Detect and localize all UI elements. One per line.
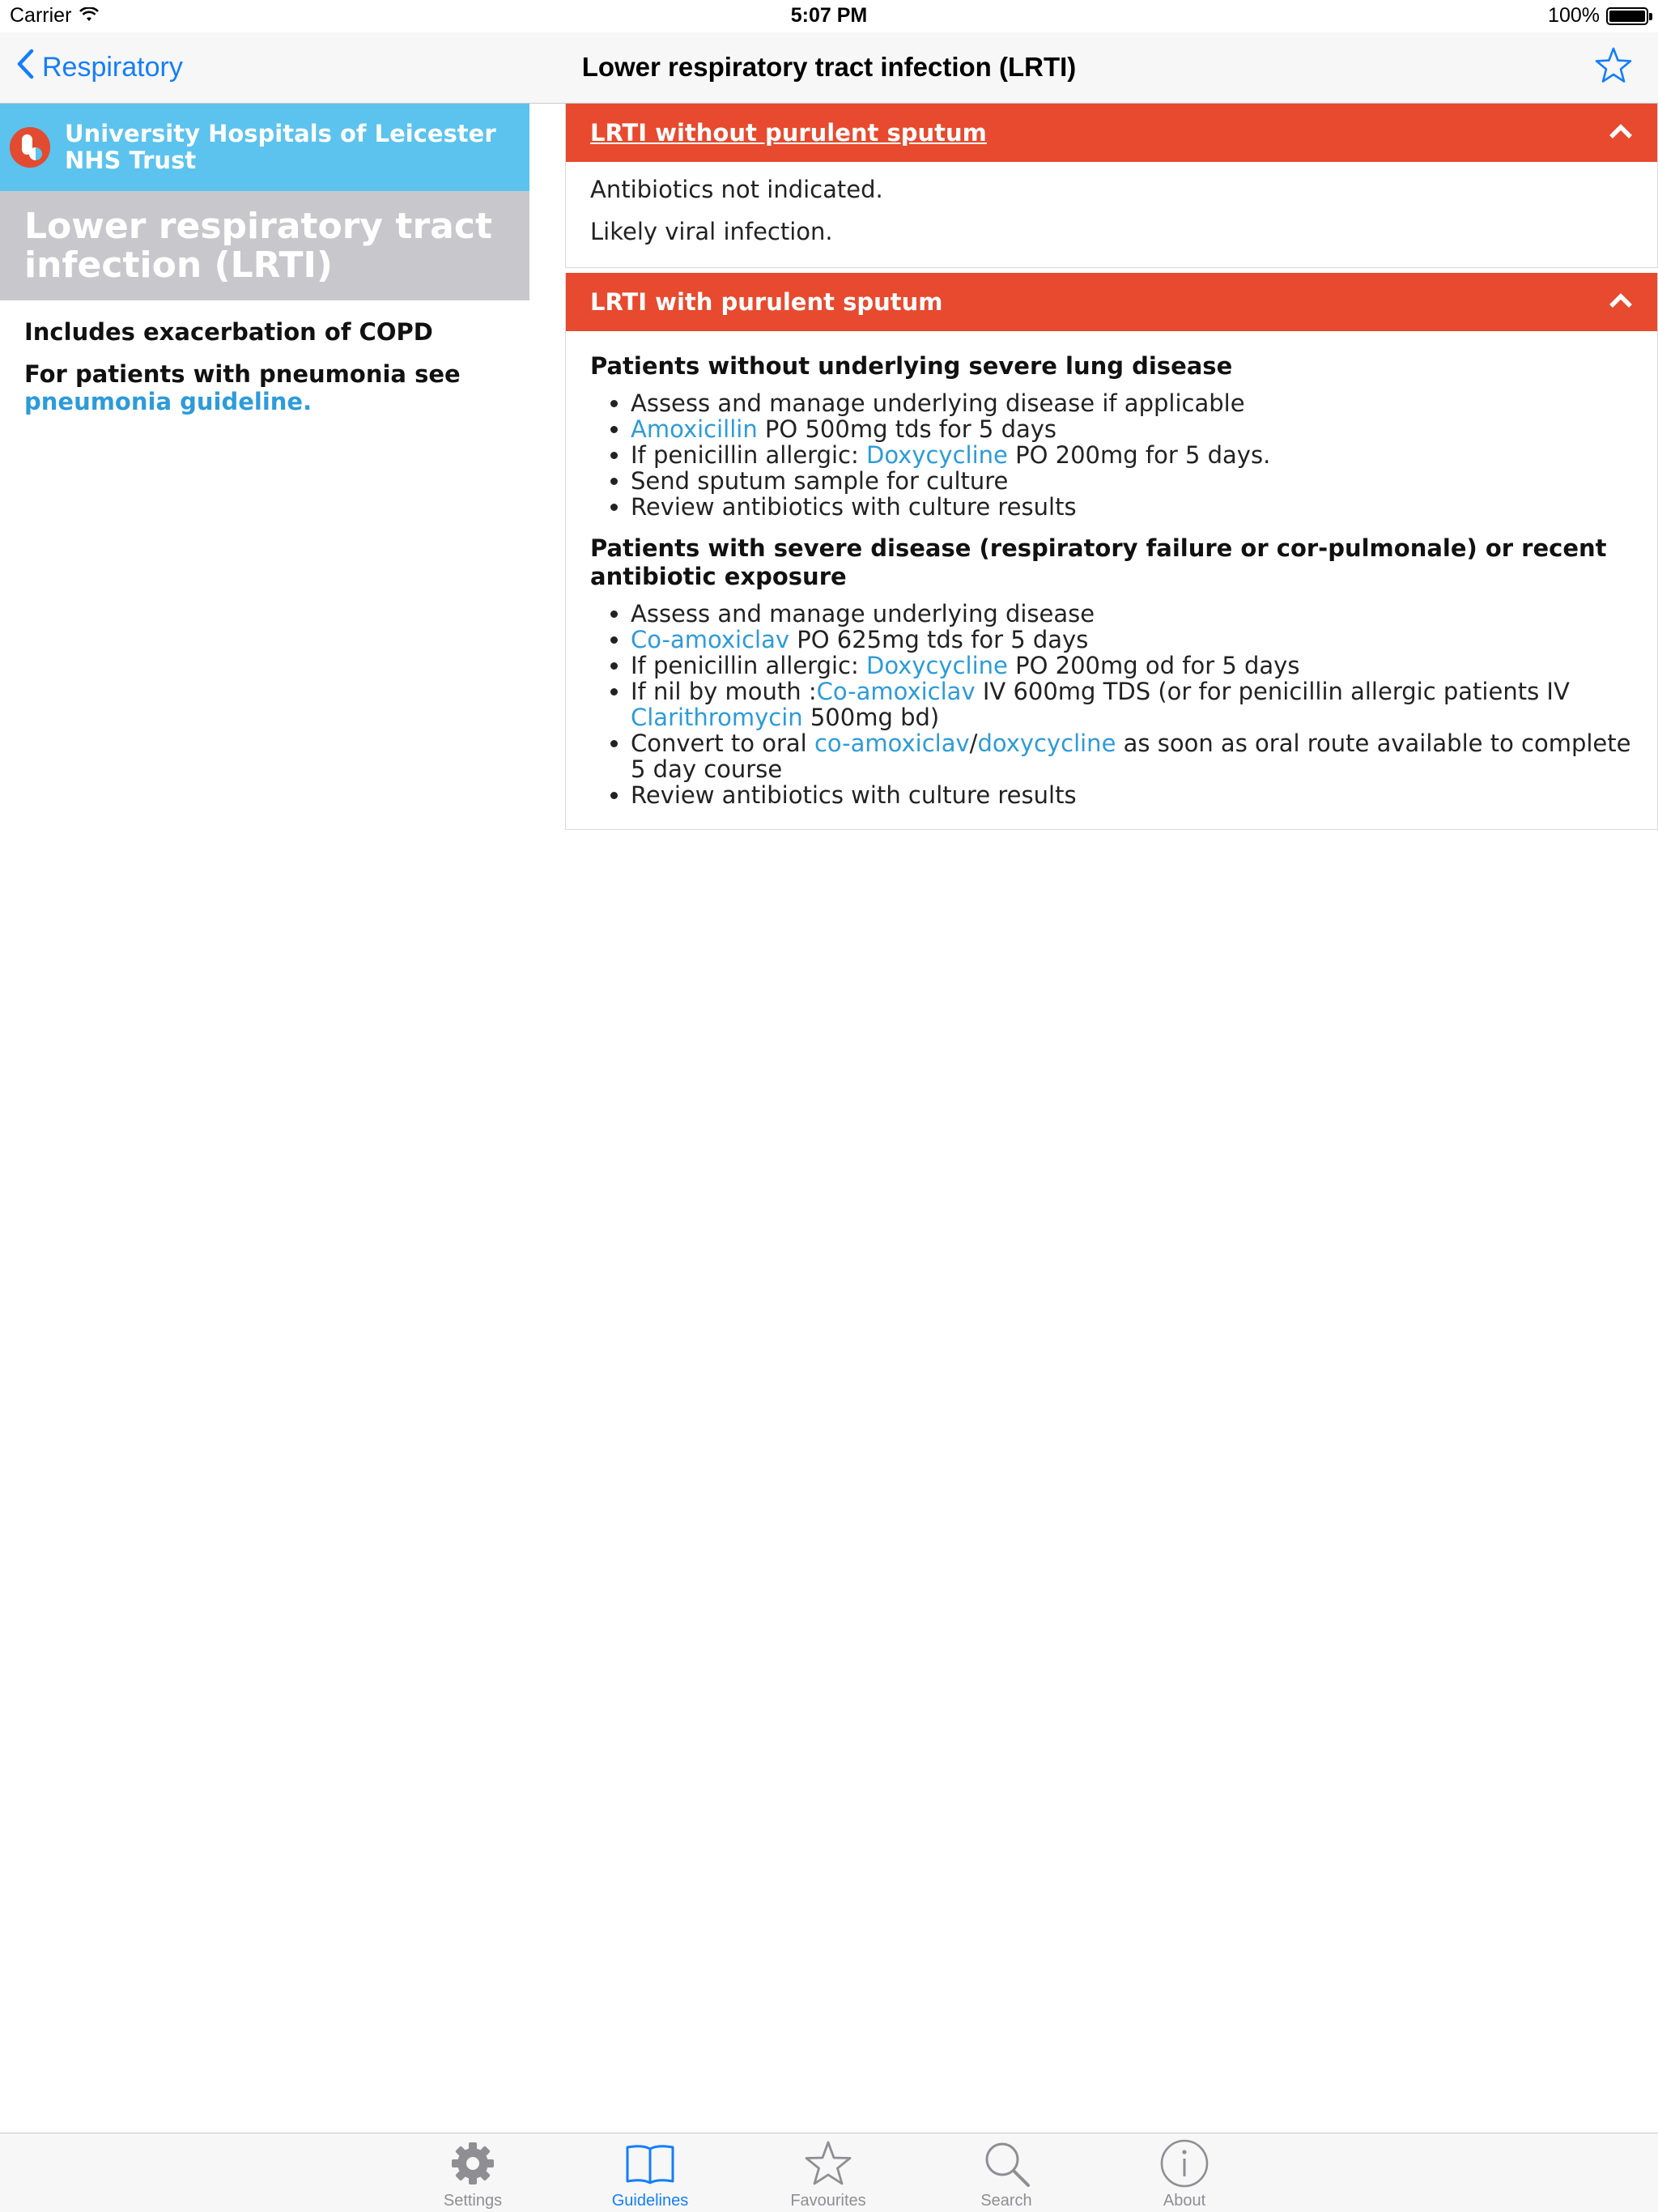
list-item-text: as soon as oral route available to complete 5 day course: [631, 730, 1631, 783]
page-title: Lower respiratory tract infection (LRTI): [581, 52, 1077, 82]
patient-group-title: Patients without underlying severe lung disease: [590, 352, 1233, 380]
list-item-text: If penicillin allergic:: [631, 441, 866, 469]
list-item: [631, 416, 1633, 442]
section-title: LRTI without purulent sputum: [590, 119, 987, 147]
drug-link[interactable]: doxycycline: [977, 730, 1116, 757]
drug-link[interactable]: Clarithromycin: [631, 704, 803, 731]
list-item-text: PO 625mg tds for 5 days: [789, 626, 1089, 653]
tab-label: Settings: [443, 2192, 503, 2210]
section-body: [566, 331, 1657, 829]
book-icon: [593, 2138, 707, 2189]
list-item: [631, 494, 1633, 520]
tab-label: Guidelines: [611, 2192, 689, 2210]
drug-link[interactable]: Doxycycline: [865, 652, 1008, 679]
star-icon: [772, 2138, 885, 2189]
tab-guidelines[interactable]: [593, 2138, 707, 2210]
battery-icon: [1606, 7, 1648, 25]
status-bar: [0, 0, 1658, 32]
battery-status: [1548, 4, 1648, 28]
section-header[interactable]: [566, 273, 1657, 331]
list-item: [631, 730, 1633, 782]
info-icon: [1128, 2138, 1241, 2189]
chevron-up-icon: [1609, 292, 1633, 312]
treatment-list: [590, 390, 1633, 520]
list-item: [631, 678, 1633, 730]
section-body: [566, 162, 1657, 267]
section-card: [565, 104, 1658, 268]
tab-about[interactable]: [1128, 2138, 1241, 2210]
section-text: Likely viral infection.: [590, 218, 833, 245]
list-item-text: If nil by mouth :: [631, 678, 817, 705]
section-card: [565, 273, 1658, 830]
pneumonia-note: [24, 360, 505, 415]
section-header[interactable]: [566, 104, 1657, 162]
drug-link[interactable]: Doxycycline: [865, 441, 1008, 469]
list-item-text: PO 200mg for 5 days.: [1007, 441, 1271, 469]
favourite-button[interactable]: [1593, 45, 1634, 89]
star-outline-icon: [1593, 74, 1634, 89]
list-item-text: Send sputum sample for culture: [631, 467, 1009, 495]
guideline-notes: [0, 300, 529, 448]
drug-link[interactable]: Co-amoxiclav: [631, 626, 790, 653]
list-item-text: 500mg bd): [802, 704, 940, 731]
drug-link[interactable]: Amoxicillin: [631, 415, 758, 443]
clock: 5:07 PM: [790, 4, 868, 27]
list-item-text: Review antibiotics with culture results: [631, 493, 1077, 521]
list-item-text: Assess and manage underlying disease if applicable: [631, 389, 1245, 417]
trust-banner: [0, 104, 529, 191]
list-item: [631, 390, 1633, 416]
section-text: Antibiotics not indicated.: [590, 176, 883, 203]
tab-bar: [0, 2133, 1658, 2212]
list-item: [631, 442, 1633, 468]
navigation-bar: [0, 32, 1658, 104]
drug-link[interactable]: Co-amoxiclav: [816, 678, 976, 705]
gear-icon: [416, 2138, 529, 2189]
includes-note: Includes exacerbation of COPD: [24, 318, 433, 346]
tab-search[interactable]: [950, 2138, 1063, 2210]
pneumonia-note-text: For patients with pneumonia see: [24, 360, 461, 388]
battery-percent: 100%: [1548, 4, 1600, 27]
tab-label: About: [1163, 2192, 1206, 2210]
list-item-text: Assess and manage underlying disease: [631, 600, 1095, 627]
trust-name: University Hospitals of Leicester NHS Trust: [65, 120, 496, 174]
tab-label: Search: [980, 2192, 1032, 2210]
list-item: [631, 782, 1633, 808]
list-item-text: Convert to oral: [631, 730, 814, 757]
section-title: LRTI with purulent sputum: [590, 288, 943, 316]
list-item-text: PO 200mg od for 5 days: [1007, 652, 1300, 679]
search-icon: [950, 2138, 1063, 2189]
list-item-text: IV 600mg TDS (or for penicillin allergic patients IV: [975, 678, 1570, 705]
list-item-text: If penicillin allergic:: [631, 652, 866, 679]
list-item: [631, 627, 1633, 653]
list-item: [631, 653, 1633, 678]
list-item: [631, 468, 1633, 494]
list-item-text: PO 500mg tds for 5 days: [757, 415, 1057, 443]
tab-label: Favourites: [790, 2192, 866, 2210]
chevron-up-icon: [1609, 123, 1633, 143]
list-item-text: /: [969, 730, 978, 757]
trust-logo: [10, 127, 50, 168]
guideline-detail-panel: [565, 104, 1658, 835]
list-item-text: Review antibiotics with culture results: [631, 781, 1077, 809]
list-item: [631, 601, 1633, 627]
treatment-list: [590, 601, 1633, 808]
tab-favourites[interactable]: [772, 2138, 885, 2210]
back-button-label: Respiratory: [42, 52, 183, 83]
guideline-title-block: [0, 191, 529, 300]
tab-settings[interactable]: [416, 2138, 529, 2210]
drug-link[interactable]: co-amoxiclav: [814, 730, 970, 757]
guideline-summary-panel: [0, 104, 529, 448]
patient-group-title: Patients with severe disease (respiratory failure or cor-pulmonale) or recent antibiotic exposure: [590, 534, 1607, 590]
guideline-heading: Lower respiratory tract infection (LRTI): [24, 206, 492, 286]
carrier-label: Carrier: [10, 4, 72, 27]
pneumonia-guideline-link[interactable]: pneumonia guideline.: [24, 388, 312, 415]
